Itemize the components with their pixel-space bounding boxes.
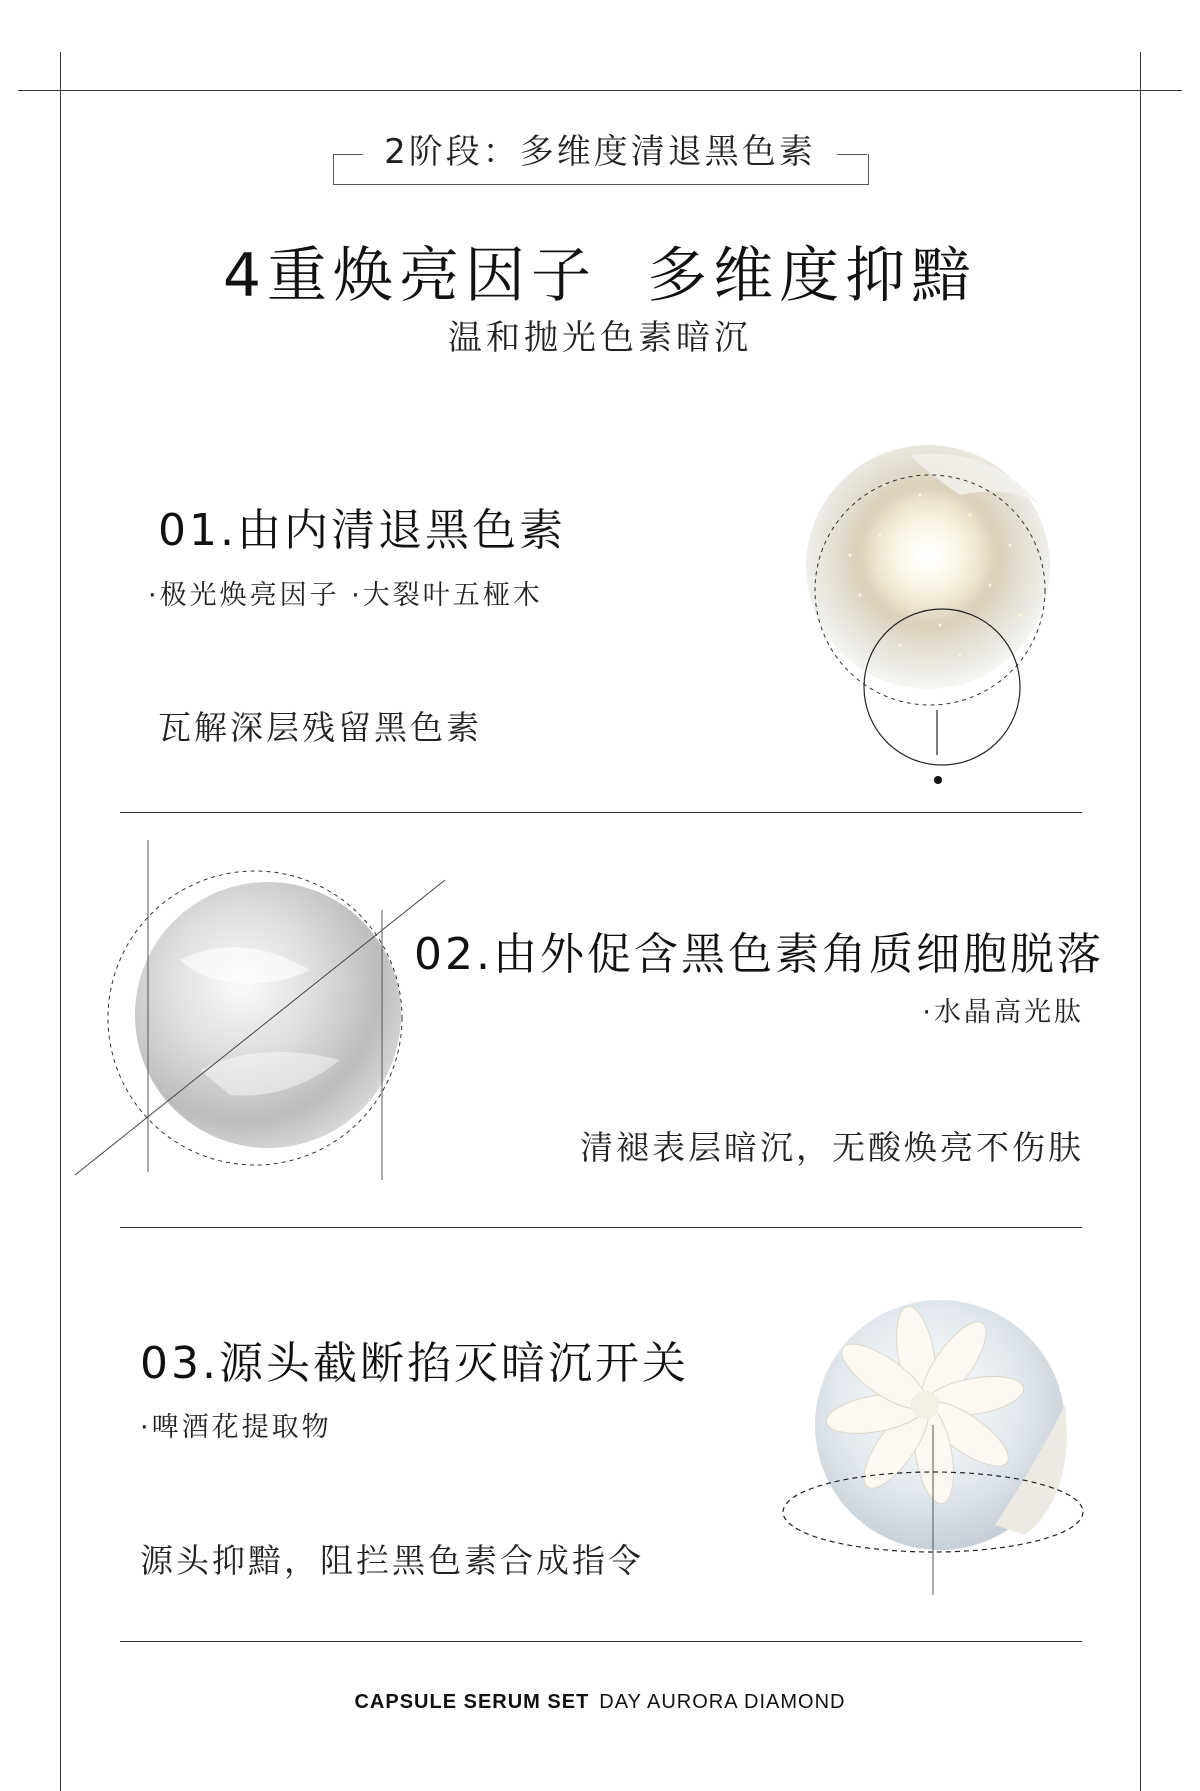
aurora-sphere-image [790,425,1060,795]
pearl-sphere-image [70,830,450,1190]
section-2-ingredients: ·水晶高光肽 [922,997,1084,1028]
footer-brand: CAPSULE SERUM SET [354,1691,590,1713]
section-2-description: 清褪表层暗沉，无酸焕亮不伤肤 [580,1128,1084,1167]
flower-sphere-image [775,1295,1085,1615]
section-2-title: 02.由外促含黑色素角质细胞脱落 [414,929,1104,980]
section-divider-2 [120,1227,1082,1228]
stage-label: 2阶段：多维度清退黑色素 [0,124,1200,173]
footer-brand-line [0,1689,1200,1714]
page-subtitle: 温和抛光色素暗沉 [448,318,752,358]
section-1-description: 瓦解深层残留黑色素 [158,708,482,747]
section-divider-1 [120,812,1082,813]
section-divider-3 [120,1641,1082,1642]
page-title: 4重焕亮因子 多维度抑黯 [222,241,978,311]
footer-product: DAY AURORA DIAMOND [599,1691,846,1713]
section-1-ingredients: ·极光焕亮因子 ·大裂叶五桠木 [148,580,543,611]
section-3-description: 源头抑黯，阻拦黑色素合成指令 [140,1541,644,1580]
section-3-ingredients: ·啤酒花提取物 [140,1412,332,1443]
frame-top-line [18,90,1182,91]
section-1-title: 01.由内清退黑色素 [158,505,566,556]
section-3-title: 03.源头截断掐灭暗沉开关 [140,1338,689,1389]
